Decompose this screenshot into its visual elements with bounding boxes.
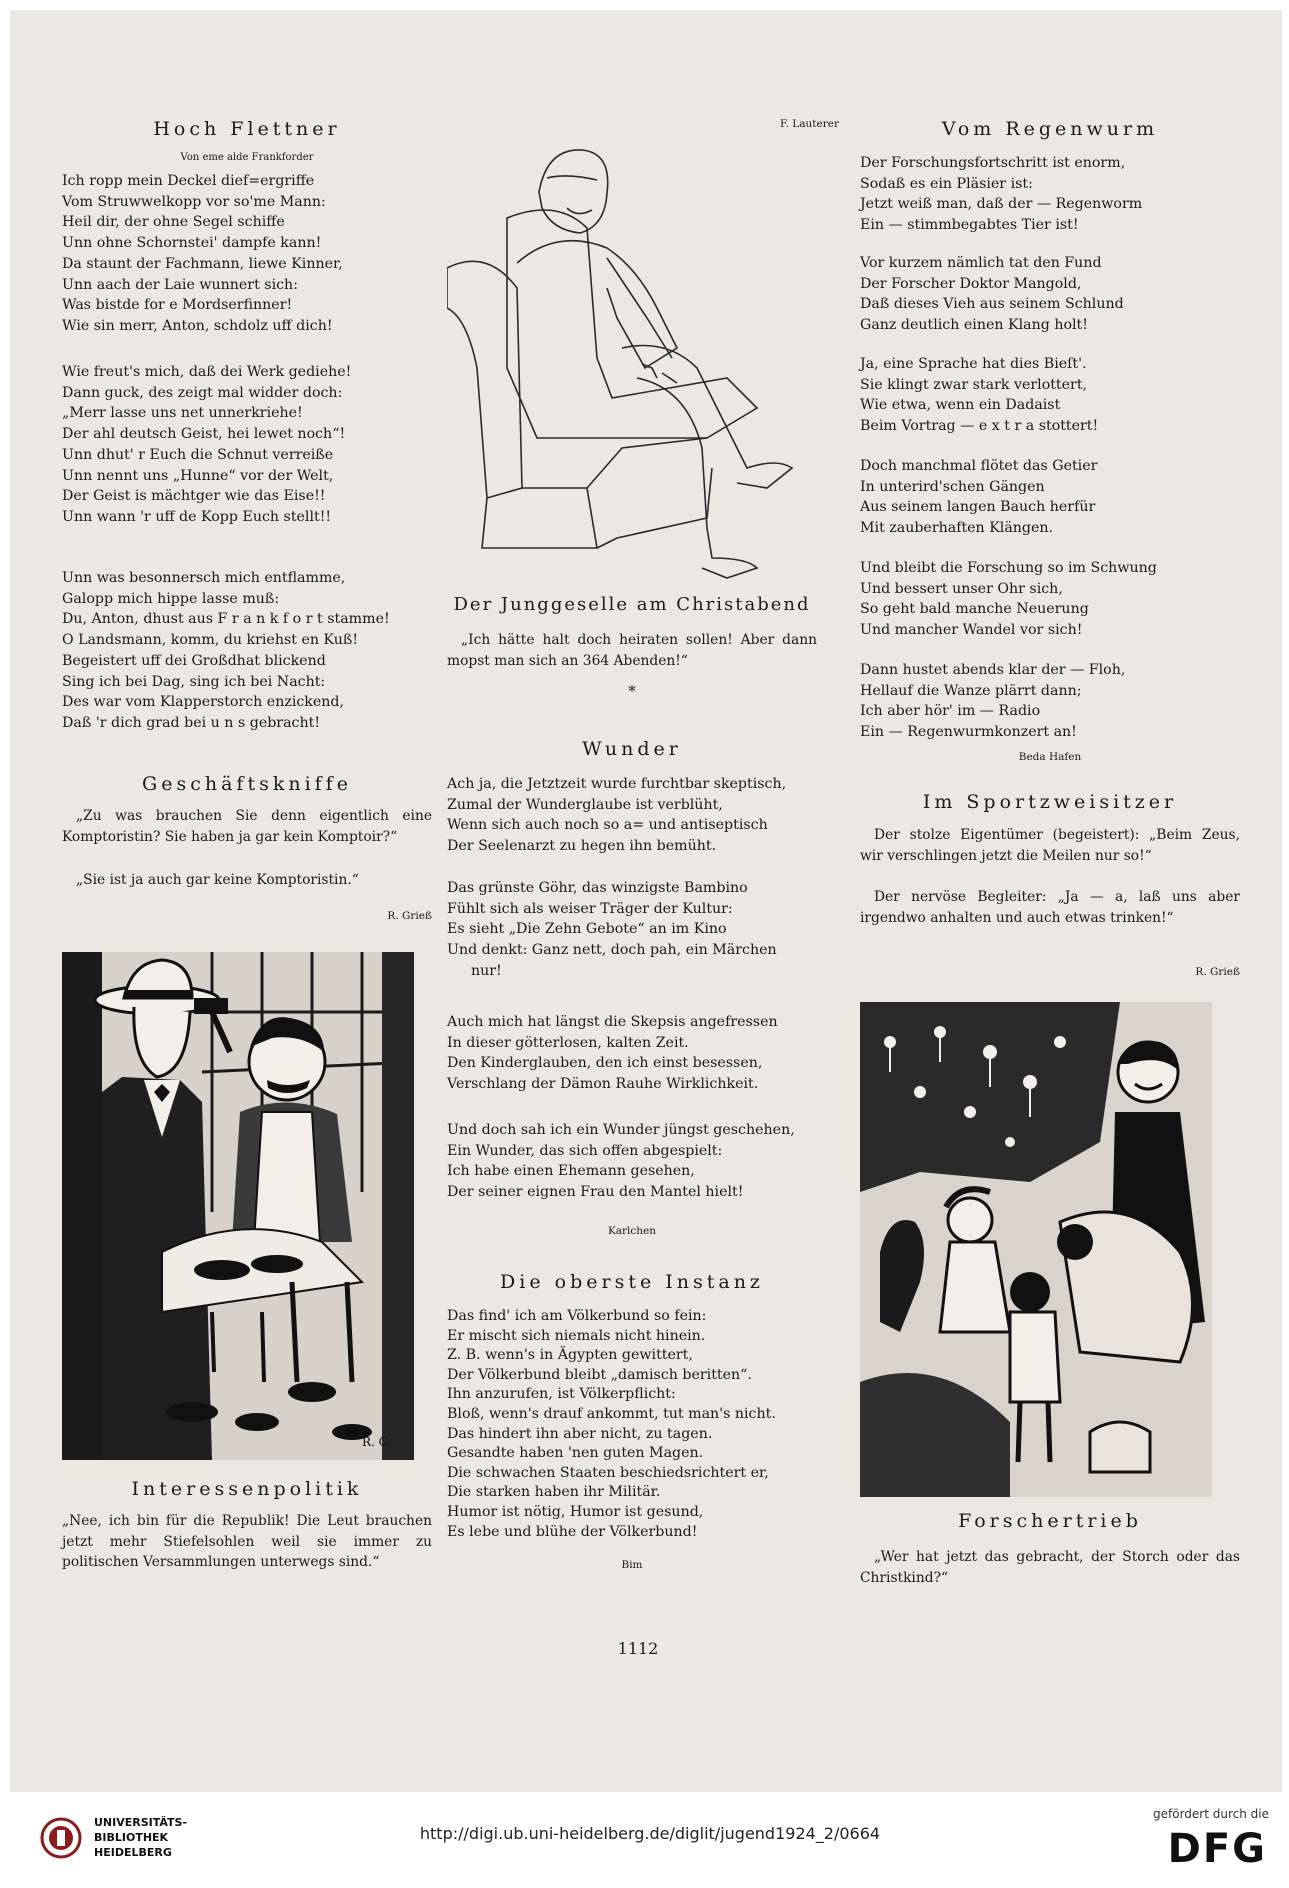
- poem-line: Es lebe und blühe der Völkerbund!: [447, 1523, 698, 1540]
- title-forschertrieb: Forschertrieb: [958, 1510, 1142, 1532]
- poem-line: Und bessert unser Ohr sich,: [860, 580, 1063, 597]
- poem-line: Das grünste Göhr, das winzigste Bambino: [447, 880, 748, 896]
- poem-line: In unterird'schen Gängen: [860, 478, 1045, 495]
- page-number: 1112: [617, 1639, 659, 1658]
- title-regenwurm: Vom Regenwurm: [941, 118, 1159, 140]
- text-geschaeftskniffe-1: „Zu was brauchen Sie denn eigentlich eine Komptoristin? Sie haben ja gar kein Komptoir?“: [62, 808, 432, 845]
- title-junggeselle: Der Junggeselle am Christabend: [453, 594, 811, 615]
- poem-oberste-instanz: [447, 1307, 817, 1542]
- institution-line: BIBLIOTHEK: [94, 1831, 169, 1844]
- poem-regenwurm-stanza-2: [860, 253, 1240, 336]
- poem-line: So geht bald manche Neuerung: [860, 601, 1089, 618]
- poem-line: Doch manchmal flötet das Getier: [860, 458, 1098, 474]
- poem-line: Sing ich bei Dag, sing ich bei Nacht:: [62, 673, 326, 690]
- poem-line: Verschlang der Dämon Rauhe Wirklichkeit.: [447, 1076, 759, 1093]
- poem-line: Unn nennt uns „Hunne“ vor der Welt,: [62, 467, 334, 484]
- author-oberste-instanz: Bim: [621, 1559, 643, 1571]
- poem-line: Wie etwa, wenn ein Dadaist: [860, 397, 1061, 414]
- poem-line: Gesandte haben 'nen guten Magen.: [447, 1445, 704, 1462]
- poem-line: Unn wann 'r uff de Kopp Euch stellt!!: [62, 508, 332, 525]
- illustration-shoemaker: [62, 952, 414, 1460]
- poem-line: Bloß, wenn's drauf ankommt, tut man's nicht.: [447, 1405, 776, 1422]
- poem-line: Wenn sich auch noch so a= und antiseptisch: [447, 817, 768, 834]
- poem-line: Den Kinderglauben, den ich einst besessen,: [447, 1055, 763, 1072]
- poem-line: Beim Vortrag — e x t r a stottert!: [860, 418, 1099, 435]
- poem-line: Sie klingt zwar stark verlottert,: [860, 376, 1088, 393]
- poem-line: Daß 'r dich grad bei u n s gebracht!: [62, 714, 321, 731]
- poem-line: Unn aach der Laie wunnert sich:: [62, 276, 298, 293]
- poem-line: Unn was besonnersch mich entflamme,: [62, 570, 346, 586]
- institution-line: UNIVERSITÄTS-: [94, 1816, 188, 1829]
- title-wunder: Wunder: [582, 738, 682, 760]
- university-seal-icon: [40, 1817, 82, 1859]
- poem-line: Hellauf die Wanze plärrt dann;: [860, 682, 1082, 699]
- title-sportzweisitzer: Im Sportzweisitzer: [922, 791, 1178, 813]
- poem-line: Ihn anzurufen, ist Völkerpflicht:: [447, 1386, 676, 1403]
- poem-line: Ein — Regenwurmkonzert an!: [860, 724, 1077, 741]
- poem-line: Humor ist nötig, Humor ist gesund,: [447, 1503, 704, 1520]
- poem-line: Ja, eine Sprache hat dies Bieſt'.: [860, 356, 1087, 372]
- poem-line: Der Geist is mächtger wie das Eise!!: [62, 488, 326, 505]
- text-sportzweisitzer-1: Der stolze Eigentümer (begeistert): „Beim Zeus, wir verschlingen jetzt die Meilen nur so!“: [860, 827, 1240, 864]
- poem-line: Wie sin merr, Anton, schdolz uff dich!: [62, 317, 333, 334]
- poem-line: Fühlt sich als weiser Träger der Kultur:: [447, 900, 733, 917]
- separator-star: *: [628, 682, 636, 700]
- poem-wunder-stanza-4: [447, 1120, 817, 1203]
- poem-line: Des war vom Klapperstorch enzickend,: [62, 694, 345, 711]
- poem-hoch-flettner-stanza-2: [62, 362, 432, 528]
- dfg-logo: DFG: [1167, 1826, 1267, 1872]
- poem-line: Und doch sah ich ein Wunder jüngst geschehen,: [447, 1122, 795, 1138]
- poem-line: Ich ropp mein Deckel dief=ergriffe: [62, 173, 315, 189]
- poem-line: Der Forscher Doktor Mangold,: [860, 275, 1082, 292]
- poem-line: „Merr lasse uns net unnerkriehe!: [62, 405, 303, 422]
- poem-line: Ach ja, die Jetztzeit wurde furchtbar skeptisch,: [447, 776, 787, 792]
- poem-line: Es sieht „Die Zehn Gebote“ an im Kino: [447, 921, 727, 938]
- poem-line: O Landsmann, komm, du kriehst en Kuß!: [62, 632, 359, 649]
- illustration-christmas-children: [860, 1002, 1212, 1497]
- poem-line: Dann hustet abends klar der — Floh,: [860, 662, 1126, 678]
- poem-line: Und denkt: Ganz nett, doch pah, ein Märchen: [447, 942, 777, 959]
- scanned-page: [10, 10, 1282, 1792]
- poem-line: In dieser götterlosen, kalten Zeit.: [447, 1034, 689, 1051]
- poem-line: Die schwachen Staaten beschiedsrichtert er,: [447, 1464, 769, 1481]
- poem-line: Heil dir, der ohne Segel schiffe: [62, 214, 285, 231]
- title-interessenpolitik: Interessenpolitik: [131, 1478, 363, 1500]
- poem-line: Das find' ich am Völkerbund so fein:: [447, 1308, 707, 1324]
- author-regenwurm: Beda Hafen: [1018, 751, 1082, 763]
- funded-by-label: gefördert durch die: [1153, 1807, 1269, 1821]
- poem-line: Auch mich hat längst die Skepsis angefressen: [447, 1014, 778, 1030]
- subtitle-hoch-flettner: Von eme alde Frankforder: [180, 152, 314, 163]
- author-wunder: Karlchen: [607, 1225, 657, 1237]
- institution-line: HEIDELBERG: [94, 1846, 172, 1859]
- poem-line: Mit zauberhaften Klängen.: [860, 520, 1054, 537]
- poem-regenwurm-stanza-3: [860, 354, 1240, 437]
- title-oberste-instanz: Die oberste Instanz: [500, 1271, 764, 1293]
- poem-line: Vor kurzem nämlich tat den Fund: [860, 255, 1102, 271]
- poem-line: Der Völkerbund bleibt „damisch beritten“.: [447, 1366, 752, 1383]
- poem-line: Ich aber hör' im — Radio: [860, 703, 1041, 720]
- poem-line: Unn dhut' r Euch die Schnut verreiße: [62, 446, 334, 463]
- poem-line: Der seiner eignen Frau den Mantel hielt!: [447, 1184, 744, 1201]
- poem-line: Daß dieses Vieh aus seinem Schlund: [860, 296, 1124, 313]
- poem-line: Dann guck, des zeigt mal widder doch:: [62, 384, 343, 401]
- author-sportzweisitzer: R. Grieß: [1195, 966, 1240, 978]
- poem-line: Begeistert uff dei Großdhat blickend: [62, 652, 326, 669]
- poem-line: Der Seelenarzt zu hegen ihn bemüht.: [447, 838, 717, 855]
- poem-line: Jetzt weiß man, daß der — Regenworm: [860, 196, 1143, 213]
- poem-line: Und mancher Wandel vor sich!: [860, 622, 1083, 639]
- poem-line: Und bleibt die Forschung so im Schwung: [860, 560, 1157, 576]
- poem-line: Vom Struwwelkopp vor so'me Mann:: [62, 193, 326, 210]
- poem-line: Ganz deutlich einen Klang holt!: [860, 317, 1088, 334]
- text-sportzweisitzer-2: Der nervöse Begleiter: „Ja — a, laß uns aber irgendwo anhalten und auch etwas trinken!“: [860, 889, 1240, 926]
- poem-line: Was bistde for e Mordserfinner!: [62, 297, 293, 314]
- illustration-credit: F. Lauterer: [779, 118, 839, 130]
- poem-line: Galopp mich hippe lasse muß:: [62, 590, 280, 607]
- text-interessenpolitik: „Nee, ich bin für die Republik! Die Leut brauchen jetzt mehr Stiefelsohlen weil sie immer zu politischen Versammlungen unterwegs sind.“: [62, 1513, 432, 1570]
- poem-line: Der ahl deutsch Geist, hei lewet noch“!: [62, 426, 346, 443]
- poem-line: Das hindert ihn aber nicht, zu tagen.: [447, 1425, 713, 1442]
- text-junggeselle: „Ich hätte halt doch heiraten sollen! Aber dann mopst man sich an 364 Abenden!“: [447, 632, 817, 669]
- title-hoch-flettner: Hoch Flettner: [153, 118, 341, 140]
- poem-regenwurm-stanza-1: [860, 153, 1240, 236]
- poem-line: Die starken haben ihr Militär.: [447, 1484, 661, 1501]
- poem-line: Der Forschungsfortschritt ist enorm,: [860, 155, 1126, 171]
- permalink-url[interactable]: http://digi.ub.uni-heidelberg.de/diglit/jugend1924_2/0664: [419, 1824, 881, 1843]
- poem-line: Ich habe einen Ehemann gesehen,: [447, 1163, 695, 1180]
- poem-line: Aus seinem langen Bauch herfür: [860, 499, 1096, 516]
- institution-name: [94, 1815, 187, 1860]
- poem-line: Er mischt sich niemals nicht hinein.: [447, 1327, 706, 1344]
- poem-line: Z. B. wenn's in Ägypten gewittert,: [447, 1347, 693, 1364]
- poem-line: Da staunt der Fachmann, liewe Kinner,: [62, 255, 343, 272]
- poem-regenwurm-stanza-5: [860, 558, 1240, 641]
- poem-line: Wie freut's mich, daß dei Werk gediehe!: [62, 364, 352, 380]
- poem-line: Unn ohne Schornstei' dampfe kann!: [62, 235, 322, 252]
- author-geschaeftskniffe: R. Grieß: [387, 910, 432, 922]
- poem-regenwurm-stanza-6: [860, 660, 1240, 743]
- poem-wunder-stanza-3: [447, 1012, 817, 1095]
- poem-hoch-flettner-stanza-3: [62, 568, 432, 734]
- title-geschaeftskniffe: Geschäftskniffe: [142, 773, 352, 795]
- poem-line: nur!: [471, 962, 502, 979]
- footer-bar: [0, 1795, 1289, 1888]
- illustration-signature: R. G.: [362, 1435, 392, 1449]
- poem-wunder-stanza-1: [447, 774, 817, 857]
- poem-regenwurm-stanza-4: [860, 456, 1240, 539]
- poem-line: Du, Anton, dhust aus F r a n k f o r t stamme!: [62, 611, 390, 628]
- poem-hoch-flettner-stanza-1: [62, 171, 432, 337]
- poem-line: Ein — stimmbegabtes Tier ist!: [860, 217, 1079, 234]
- poem-wunder-stanza-2: [447, 878, 817, 982]
- poem-line: Zumal der Wunderglaube ist verblüht,: [447, 796, 723, 813]
- poem-line: Sodaß es ein Pläsier ist:: [860, 175, 1033, 192]
- text-geschaeftskniffe-2: „Sie ist ja auch gar keine Komptoristin.“: [76, 872, 359, 888]
- poem-line: Ein Wunder, das sich offen abgespielt:: [447, 1142, 723, 1159]
- illustration-man-in-armchair: [447, 138, 809, 588]
- text-forschertrieb: „Wer hat jetzt das gebracht, der Storch oder das Christkind?“: [860, 1549, 1240, 1586]
